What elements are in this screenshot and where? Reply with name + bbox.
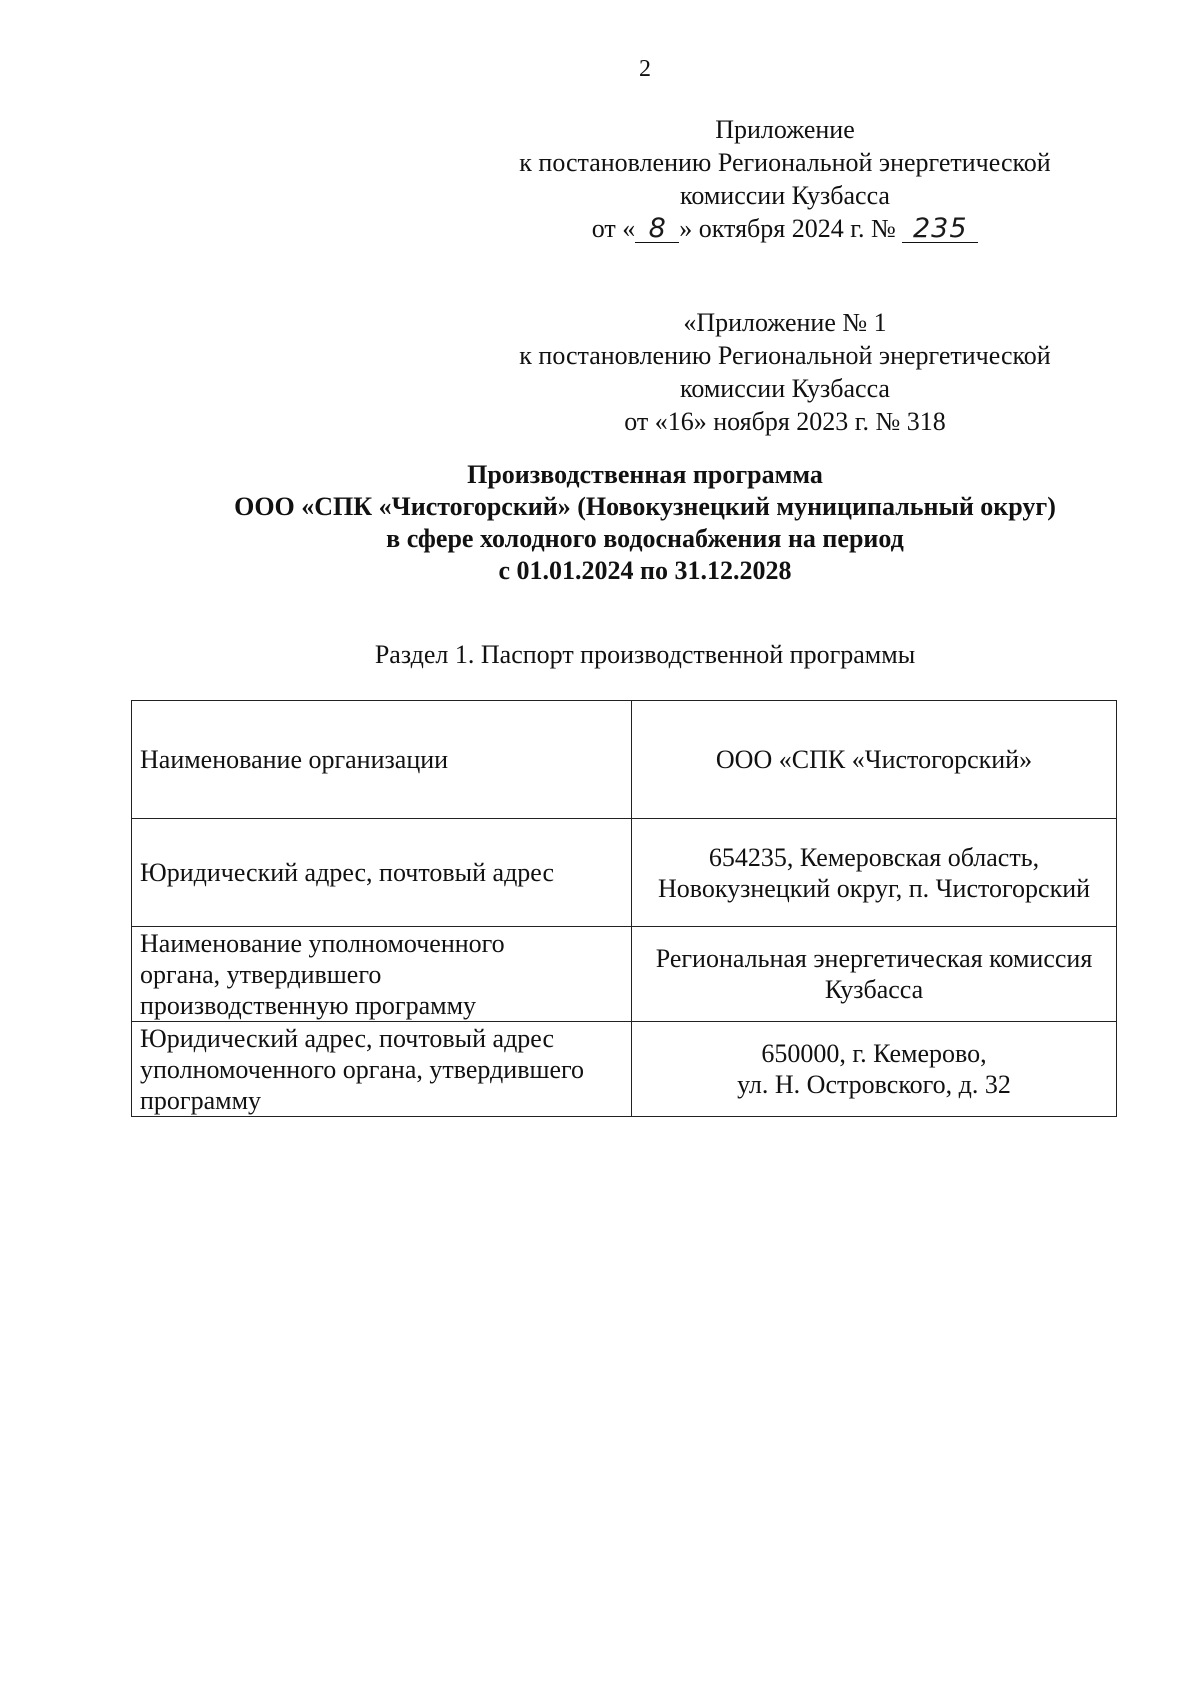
cell-text: уполномоченного органа, утвердившего	[140, 1054, 585, 1084]
appendix-current-header	[450, 113, 1120, 245]
cell-text: Новокузнецкий округ, п. Чистогорский	[657, 873, 1091, 903]
cell-text: Юридический адрес, почтовый адрес	[140, 858, 555, 887]
cell-text: ООО «СПК «Чистогорский»	[715, 745, 1033, 774]
date-prefix: от «	[591, 214, 636, 243]
program-title-line: ООО «СПК «Чистогорский» (Новокузнецкий муниципальный округ)	[234, 492, 1056, 521]
cell-text: Кузбасса	[824, 975, 924, 1004]
table-row	[132, 819, 1117, 927]
appendix-previous-date: от «16» ноября 2023 г. № 318	[624, 407, 946, 436]
handwritten-number: 235	[902, 216, 978, 243]
table-cell-value	[632, 701, 1117, 819]
cell-text: Региональная энергетическая комиссия	[655, 944, 1093, 973]
cell-text: 650000, г. Кемерово,	[761, 1039, 987, 1068]
table-cell-label	[132, 819, 632, 927]
appendix-previous-title: «Приложение № 1	[683, 308, 887, 337]
cell-text: производственную программу	[140, 990, 477, 1020]
appendix-date-line	[450, 212, 1120, 245]
cell-text: ул. Н. Островского, д. 32	[737, 1070, 1011, 1099]
program-title-line: с 01.01.2024 по 31.12.2028	[498, 556, 792, 585]
cell-text: 654235, Кемеровская область,	[708, 842, 1040, 872]
appendix-reference-line: к постановлению Региональной энергетической	[519, 148, 1051, 177]
appendix-previous-authority: комиссии Кузбасса	[680, 374, 890, 403]
appendix-previous-reference: к постановлению Региональной энергетической	[519, 341, 1051, 370]
cell-text: Юридический адрес, почтовый адрес	[140, 1023, 555, 1053]
table-cell-label	[132, 701, 632, 819]
date-middle: » октября 2024 г. №	[679, 214, 896, 243]
cell-text: программу	[140, 1085, 262, 1115]
program-title-line: в сфере холодного водоснабжения на период	[386, 524, 904, 553]
table-cell-label	[132, 1022, 632, 1117]
table-cell-value	[632, 819, 1117, 927]
table-row	[132, 927, 1117, 1022]
appendix-title: Приложение	[715, 115, 855, 144]
cell-text: Наименование организации	[140, 745, 449, 774]
table-cell-value	[632, 1022, 1117, 1117]
table-row	[132, 701, 1117, 819]
cell-text: Наименование уполномоченного	[140, 928, 505, 958]
table-cell-value	[632, 927, 1117, 1022]
program-title	[0, 459, 1200, 587]
appendix-previous-header	[450, 306, 1120, 438]
table-row	[132, 1022, 1117, 1117]
cell-text: органа, утвердившего	[140, 959, 382, 989]
handwritten-day: 8	[635, 216, 679, 243]
passport-table	[131, 700, 1117, 1117]
program-title-line: Производственная программа	[467, 460, 823, 489]
page-number: 2	[639, 56, 651, 82]
section-title: Раздел 1. Паспорт производственной программы	[374, 640, 916, 669]
appendix-authority-line: комиссии Кузбасса	[680, 181, 890, 210]
table-cell-label	[132, 927, 632, 1022]
